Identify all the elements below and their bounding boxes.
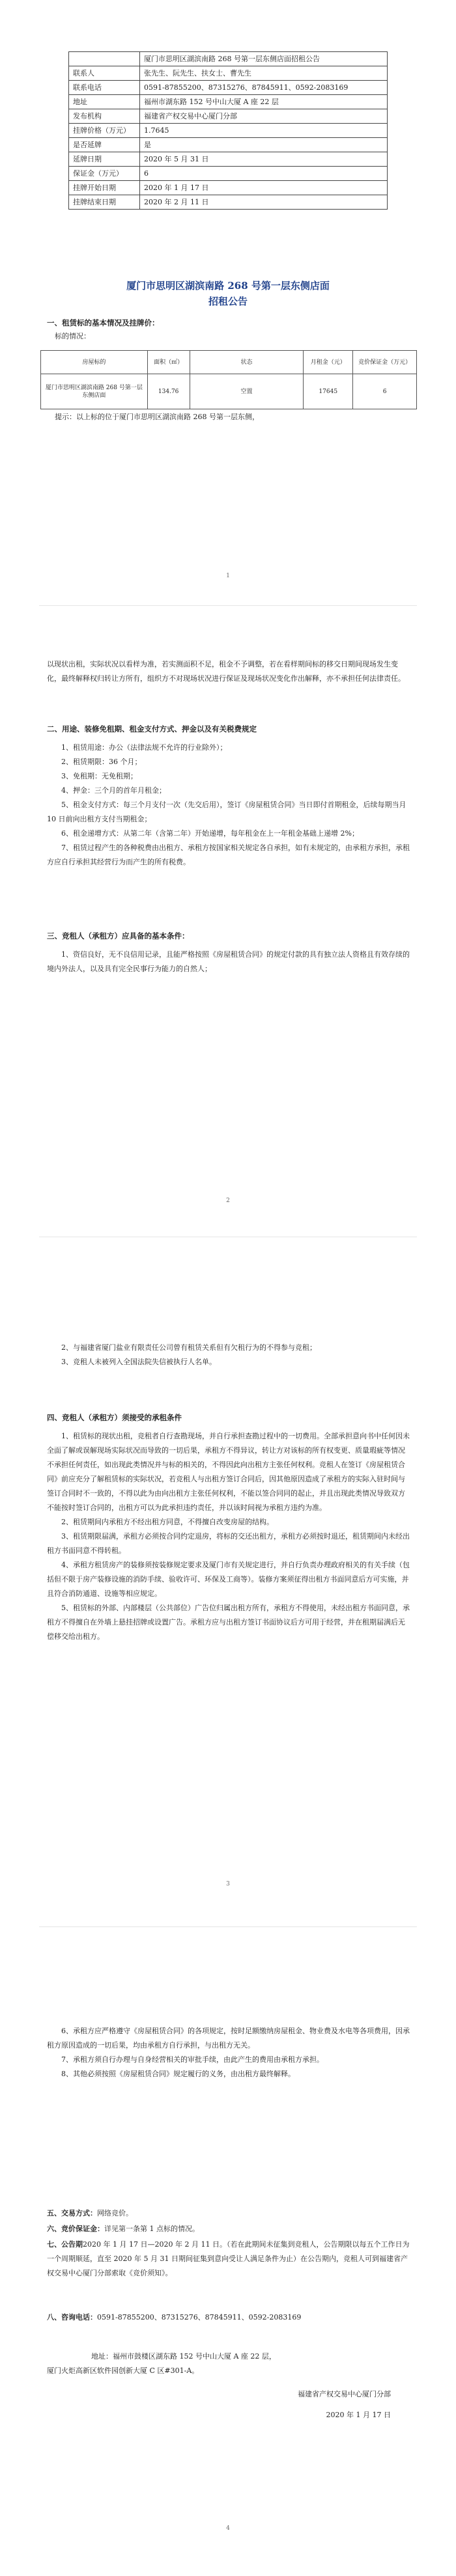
section-8 (47, 2310, 412, 2325)
summary-value: 0591-87855200、87315276、87845911、0592-2083169 (140, 81, 388, 95)
section-3-list (47, 948, 412, 976)
summary-key: 挂牌价格（万元） (69, 124, 140, 138)
section-1-intro: 标的情况： (55, 332, 91, 340)
cell-area: 134.76 (147, 374, 190, 409)
summary-row (69, 167, 388, 181)
cell-rent: 17645 (304, 374, 353, 409)
list-item: 7、租赁过程产生的各种税费由出租方、承租方按国家相关规定各自承担，如有未规定的，由承租方承担，承租方应自行承担其经营行为而产生的所有税费。 (47, 843, 410, 866)
list-item: 2、租赁期间内承租方不经出租方同意，不得擅自改变房屋的结构。 (61, 1518, 274, 1526)
summary-key: 地址 (69, 95, 140, 109)
summary-row (69, 52, 388, 66)
cell-property: 厦门市思明区湖滨南路 268 号第一层东侧店面 (41, 374, 148, 409)
list-item: 3、竞租人未被列入全国法院失信被执行人名单。 (61, 1358, 216, 1366)
summary-key: 联系电话 (69, 81, 140, 95)
summary-row (69, 66, 388, 81)
document-title: 厦门市思明区湖滨南路 268 号第一层东侧店面 (126, 280, 330, 292)
list-item: 1、租赁标的现状出租，竞租者自行查勘现场，并自行承担查勘过程中的一切费用。全部承担意向书中任何因未全面了解或误解现场实际状况而导致的一切后果，承租方不得异议，转让方对该标的所有权变更、质量瑕疵等情况不承担任何责任，如出现此类情况并与标的相关的，不得因此向出租方主张任何权利。竞租人在签订《房屋租赁合同》前应充分了解租赁标的实际状况，若竞租人与出租方签订合同后，因其他原因造成了承租方的实际入驻时间与签订合同时不一致的，不得以此为由向出租方主张任何权利，不能以签合同同的起止，并且出现此类情况导致双方不能按时签订合同的，出租方可以为此承担违约责任，并以该时间视为承租方违约为准。 (47, 1432, 410, 1512)
section-5 (47, 2206, 412, 2221)
summary-value: 6 (140, 167, 388, 181)
summary-value: 是 (140, 138, 388, 152)
summary-value: 2020 年 2 月 11 日 (140, 195, 388, 210)
list-item: 2、与福建省厦门盐业有限责任公司曾有租赁关系但有欠租行为的不得参与竞租； (61, 1343, 317, 1352)
section-5-text: 网络竞价。 (97, 2209, 133, 2217)
section-7 (47, 2238, 412, 2281)
list-item: 3、租赁期限届满，承租方必须按合同约定退房，将标的交还出租方，承租方必须按时退还，租赁期间内未经出租方书面同意不得转租。 (47, 1532, 410, 1555)
col-header-deposit: 竞价保证金（万元） (353, 351, 417, 374)
section-8-heading: 八、咨询电话： (47, 2313, 97, 2322)
page-number-3: 3 (226, 1881, 230, 1887)
section-1-continued: 以现状出租，实际状况以看样为准，若实测面积不足，租金不予调整，若在看样期间标的移交日期间现场发生变化，最终解释权归转让方所有，组织方不对现场状况进行保证及现场状况变化作出解释，亦不承担任何法律责任。 (47, 660, 405, 683)
summary-key: 发布机构 (69, 109, 140, 124)
summary-value: 张先生、阮先生、扶女士、曹先生 (140, 66, 388, 81)
summary-row (69, 95, 388, 109)
section-1-tip: 提示：以上标的位于厦门市思明区湖滨南路 268 号第一层东侧， (55, 413, 259, 421)
page-number-4: 4 (226, 2525, 230, 2532)
section-7-heading: 七、公告期 (47, 2240, 83, 2249)
page-divider (39, 1926, 417, 1927)
section-6 (47, 2222, 412, 2236)
list-item: 7、承租方须自行办理与自身经营相关的审批手续，由此产生的费用由承租方承担。 (61, 2055, 324, 2064)
summary-row (69, 109, 388, 124)
list-item: 6、承租方应严格遵守《房屋租赁合同》的各项规定，按时足额缴纳房屋租金、物业费及水电等各项费用，因承租方原因造成的一切后果，均由承租方自行承担，与出租方无关。 (47, 2027, 410, 2049)
summary-value: 福州市湖东路 152 号中山大厦 A 座 22 层 (140, 95, 388, 109)
summary-table (68, 51, 388, 210)
address-line-2: 厦门火炬高新区软件园创新大厦 C 区#301-A。 (47, 2366, 199, 2375)
section-5-heading: 五、交易方式： (47, 2209, 97, 2217)
summary-value: 厦门市思明区湖滨南路 268 号第一层东侧店面招租公告 (140, 52, 388, 66)
section-2-list (47, 741, 412, 870)
summary-key: 延牌日期 (69, 152, 140, 167)
section-8-text: 0591-87855200、87315276、87845911、0592-2083169 (97, 2313, 302, 2322)
summary-key: 联系人 (69, 66, 140, 81)
page-number-2: 2 (226, 1198, 230, 1204)
list-item: 5、租金支付方式：每三个月支付一次（先交后用），签订《房屋租赁合同》当日即付首期租金，后续每期当月 10 日前向出租方支付当期租金； (47, 801, 406, 823)
summary-key: 保证金（万元） (69, 167, 140, 181)
list-item: 5、租赁标的外部、内部楼层（公共部位）广告位归属出租方所有，承租方不得使用，未经出租方书面同意，承租方不得擅自在外墙上悬挂招牌或设置广告。承租方应与出租方签订书面协议后方可用于经营，并在租期届满后无偿移交给出租方。 (47, 1604, 410, 1641)
page-divider (39, 605, 417, 606)
page-number-1: 1 (226, 573, 230, 579)
section-4-heading: 四、竞租人（承租方）须接受的承租条件 (47, 1413, 182, 1422)
summary-value: 2020 年 5 月 31 日 (140, 152, 388, 167)
section-1-heading: 一、租赁标的基本情况及挂牌价： (47, 318, 160, 327)
document-subtitle: 招租公告 (208, 295, 248, 307)
section-3-list-continued (47, 1341, 412, 1369)
summary-row (69, 138, 388, 152)
list-item: 1、租赁用途：办公（法律法规不允许的行业除外）； (61, 743, 227, 752)
summary-row (69, 124, 388, 138)
summary-value: 2020 年 1 月 17 日 (140, 181, 388, 195)
col-header-property: 房屋标的 (41, 351, 148, 374)
section-2-heading: 二、用途、装修免租期、租金支付方式、押金以及有关税费规定 (47, 724, 257, 733)
signature-date: 2020 年 1 月 17 日 (326, 2411, 391, 2419)
col-header-rent: 月租金（元） (304, 351, 353, 374)
section-4-list (47, 1429, 412, 1644)
list-item: 3、免租期：无免租期； (61, 772, 137, 780)
cell-status: 空置 (190, 374, 304, 409)
summary-row (69, 81, 388, 95)
summary-key: 是否延牌 (69, 138, 140, 152)
list-item: 2、租赁期限：36 个月； (61, 758, 142, 766)
list-item: 4、押金：三个月的首年月租金； (61, 786, 166, 795)
summary-key (69, 52, 140, 66)
list-item: 6、租金递增方式：从第二年（含第二年）开始递增，每年租金在上一年租金基础上递增 2%； (61, 829, 359, 838)
section-6-text: 详见第一条第 1 点标的情况。 (104, 2225, 199, 2233)
cell-deposit: 6 (353, 374, 417, 409)
section-3-heading: 三、竞租人（承租方）应具备的基本条件： (47, 931, 190, 940)
summary-value: 1.7645 (140, 124, 388, 138)
list-item: 8、其他必须按照《房屋租赁合同》规定履行的义务，由出租方最终解释。 (61, 2070, 295, 2078)
col-header-status: 状态 (190, 351, 304, 374)
summary-row (69, 152, 388, 167)
summary-row (69, 181, 388, 195)
section-4-list-continued (47, 2024, 412, 2081)
address-line-1: 地址：福州市鼓楼区湖东路 152 号中山大厦 A 座 22 层， (91, 2352, 276, 2361)
summary-key: 挂牌开始日期 (69, 181, 140, 195)
summary-row (69, 195, 388, 210)
listing-table (40, 350, 417, 409)
col-header-area: 面积（㎡） (147, 351, 190, 374)
signature-org: 福建省产权交易中心厦门分部 (298, 2390, 391, 2398)
list-item: 1、资信良好，无不良信用记录，且能严格按照《房屋租赁合同》的规定付款的具有独立法人资格且有效存续的境内外法人，以及具有完全民事行为能力的自然人； (47, 950, 410, 973)
summary-value: 福建省产权交易中心厦门分部 (140, 109, 388, 124)
section-7-text: 2020 年 1 月 17 日—2020 年 2 月 11 日。（若在此期间未征集到竞租人，公告期限以每五个工作日为一个周期顺延，直至 2020 年 5 月 31 日期间征集到意向受让人满足条件为止）在公告期内，竞租人可到福建省产权交易中心厦门分部索取《竞价须知》。 (47, 2240, 410, 2277)
summary-key: 挂牌结束日期 (69, 195, 140, 210)
list-item: 4、承租方租赁房产的装修须按装修规定要求及厦门市有关规定进行，并自行负责办理政府相关的有关手续（包括但不限于房产装修设施的消防手续、验收许可、环保及工商等）。装修方案须征得出租方书面同意后方可实施，并且符合消防通道、设施等相应规定。 (47, 1561, 410, 1598)
section-6-heading: 六、竞价保证金： (47, 2225, 104, 2233)
